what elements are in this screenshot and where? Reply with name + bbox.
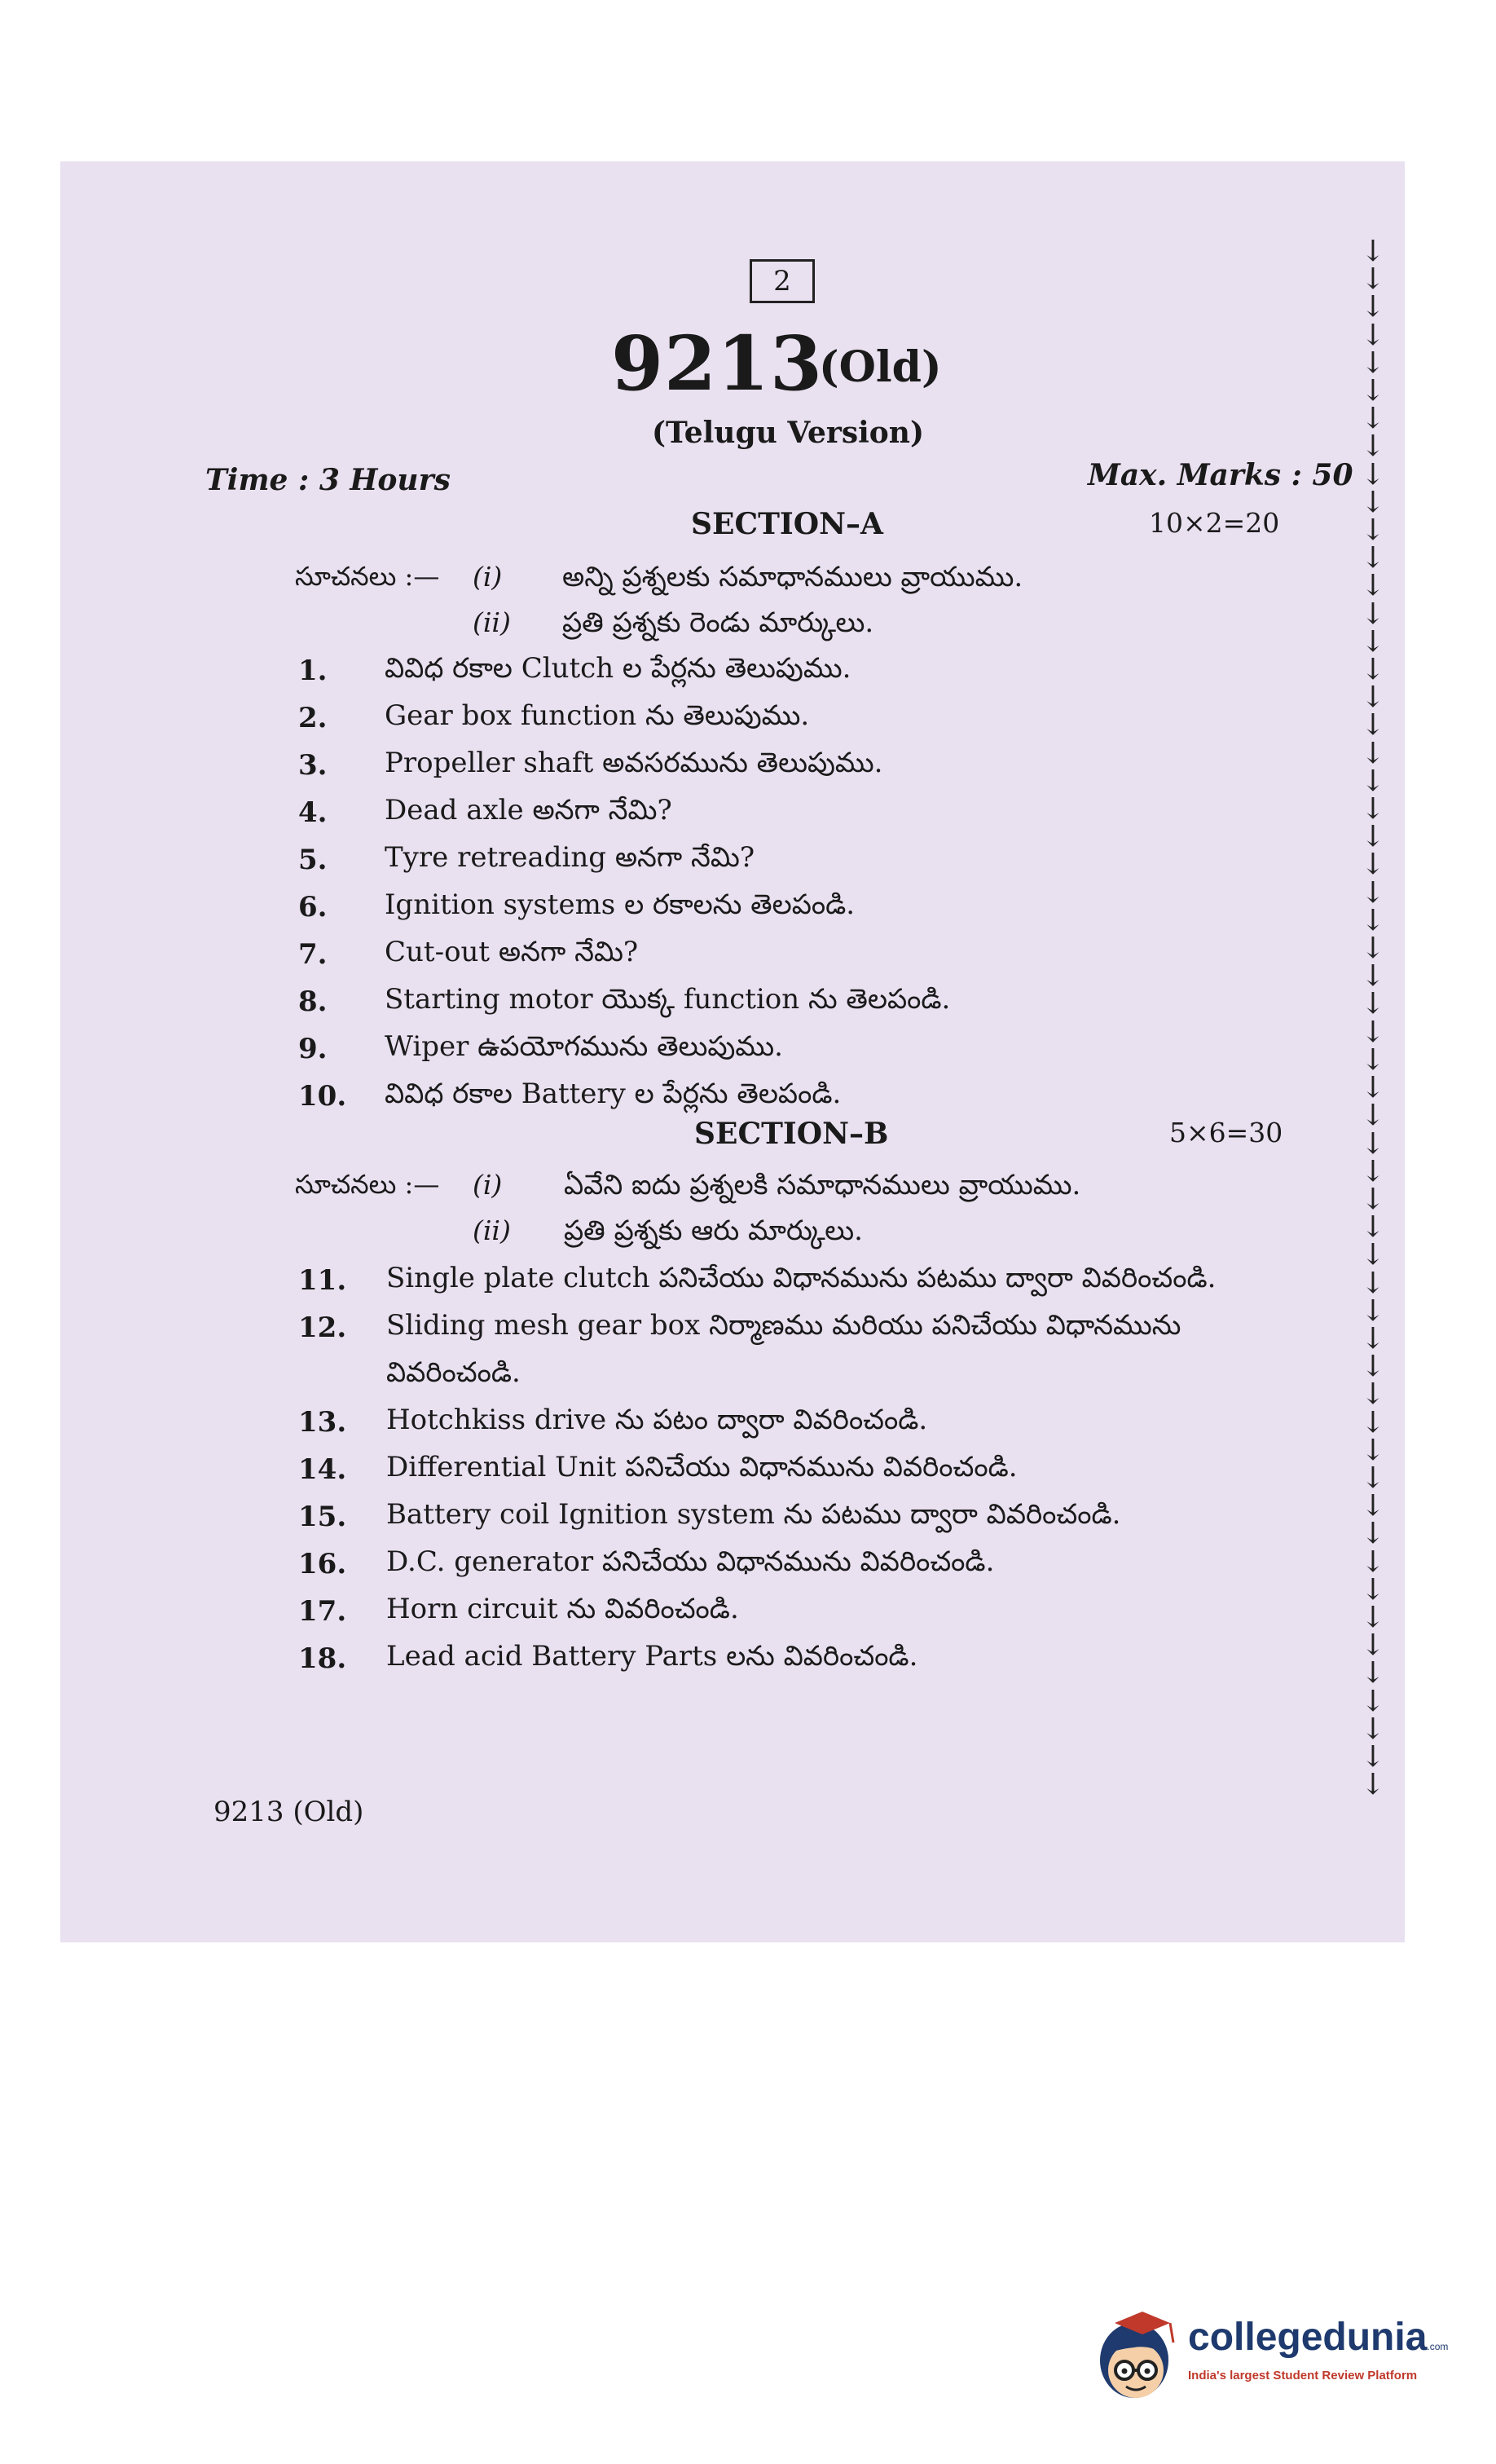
question-number: 12. [298, 1311, 347, 1344]
page-footer-code: 9213 (Old) [213, 1796, 364, 1828]
section-b-note-text: ఏవేని ఐదు ప్రశ్నలకి సమాధానములు వ్రాయుము. [564, 1169, 1081, 1201]
question-text: Starting motor యొక్క function ను తెలపండి. [385, 983, 951, 1016]
down-arrow-icon: ↓ [1360, 1071, 1386, 1105]
down-arrow-icon: ↓ [1360, 848, 1386, 882]
question-text: Dead axle అనగా నేమి? [385, 794, 672, 826]
down-arrow-icon: ↓ [1360, 235, 1386, 268]
question-text: Lead acid Battery Parts లను వివరించండి. [386, 1640, 918, 1673]
question-text: Propeller shaft అవసరమును తెలుపుము. [385, 747, 883, 779]
question-text: Hotchkiss drive ను పటం ద్వారా వివరించండి. [386, 1404, 928, 1436]
question-text: వివిధ రకాల Battery ల పేర్లను తెలపండి. [385, 1078, 842, 1110]
down-arrow-icon: ↓ [1360, 514, 1386, 548]
section-a-note-index: (ii) [473, 606, 511, 638]
time-limit: Time : 3 Hours [205, 463, 451, 497]
question-number: 2. [298, 702, 328, 734]
paper-code-suffix: (Old) [819, 342, 942, 392]
section-b-note-index: (ii) [473, 1214, 511, 1246]
question-number: 6. [298, 891, 328, 923]
down-arrow-icon: ↓ [1360, 708, 1386, 743]
down-arrow-icon: ↓ [1360, 624, 1386, 659]
down-arrow-icon: ↓ [1360, 457, 1386, 491]
down-arrow-icon: ↓ [1360, 1182, 1386, 1216]
down-arrow-icon: ↓ [1360, 1266, 1386, 1300]
down-arrow-icon: ↓ [1360, 1154, 1386, 1188]
section-b-note-index: (i) [473, 1169, 503, 1201]
down-arrow-icon: ↓ [1360, 987, 1386, 1021]
question-text-continued: వివరించండి. [386, 1356, 521, 1389]
collegedunia-logo [1092, 2307, 1450, 2404]
down-arrow-icon: ↓ [1360, 1712, 1386, 1746]
down-arrow-icon: ↓ [1360, 1321, 1386, 1355]
section-b-title: SECTION–B [694, 1117, 889, 1151]
down-arrow-icon: ↓ [1360, 1294, 1386, 1328]
down-arrow-icon: ↓ [1360, 1768, 1386, 1802]
question-number: 15. [298, 1501, 347, 1533]
down-arrow-icon: ↓ [1360, 1433, 1386, 1467]
down-arrow-icon: ↓ [1360, 653, 1386, 687]
down-arrow-icon: ↓ [1360, 402, 1386, 436]
question-text: Sliding mesh gear box నిర్మాణము మరియు పనిచేయు విధానమును [386, 1309, 1181, 1342]
question-number: 1. [298, 655, 328, 687]
down-arrow-icon: ↓ [1360, 1099, 1386, 1133]
down-arrow-icon: ↓ [1360, 1600, 1386, 1634]
paper-code: 9213 [611, 320, 824, 408]
section-a-note-label: సూచనలు :— [295, 561, 440, 592]
down-arrow-icon: ↓ [1360, 1684, 1386, 1718]
perforation-arrow-column [1357, 235, 1389, 1802]
question-text: Horn circuit ను వివరించండి. [386, 1593, 739, 1625]
down-arrow-icon: ↓ [1360, 1545, 1386, 1579]
question-text: Differential Unit పనిచేయు విధానమును వివరించండి. [386, 1451, 1018, 1483]
question-text: Tyre retreading అనగా నేమి? [385, 841, 755, 874]
question-text: Cut-out అనగా నేమి? [385, 936, 639, 968]
down-arrow-icon: ↓ [1360, 485, 1386, 519]
section-a-note-text: అన్ని ప్రశ్నలకు సమాధానములు వ్రాయుము. [562, 561, 1023, 593]
down-arrow-icon: ↓ [1360, 541, 1386, 575]
question-text: Ignition systems ల రకాలను తెలపండి. [385, 888, 856, 921]
down-arrow-icon: ↓ [1360, 1405, 1386, 1439]
section-b-note-label: సూచనలు :— [295, 1169, 440, 1200]
down-arrow-icon: ↓ [1360, 430, 1386, 464]
down-arrow-icon: ↓ [1360, 597, 1386, 631]
down-arrow-icon: ↓ [1360, 736, 1386, 770]
down-arrow-icon: ↓ [1360, 1629, 1386, 1663]
down-arrow-icon: ↓ [1360, 569, 1386, 603]
section-a-note-index: (i) [473, 561, 503, 593]
down-arrow-icon: ↓ [1360, 1210, 1386, 1245]
question-number: 16. [298, 1548, 347, 1580]
question-number: 3. [298, 749, 328, 782]
down-arrow-icon: ↓ [1360, 903, 1386, 937]
question-text: D.C. generator పనిచేయు విధానమును వివరించండి. [386, 1545, 995, 1578]
page-number: 2 [750, 259, 815, 303]
down-arrow-icon: ↓ [1360, 1126, 1386, 1161]
down-arrow-icon: ↓ [1360, 959, 1386, 994]
down-arrow-icon: ↓ [1360, 932, 1386, 966]
mascot-icon [1092, 2307, 1183, 2404]
brand-wordmark: collegedunia [1188, 2316, 1428, 2359]
down-arrow-icon: ↓ [1360, 820, 1386, 854]
down-arrow-icon: ↓ [1360, 1461, 1386, 1495]
section-a-title: SECTION–A [691, 507, 883, 541]
down-arrow-icon: ↓ [1360, 1739, 1386, 1774]
question-number: 5. [298, 844, 328, 876]
down-arrow-icon: ↓ [1360, 1572, 1386, 1607]
down-arrow-icon: ↓ [1360, 1656, 1386, 1690]
down-arrow-icon: ↓ [1360, 1489, 1386, 1523]
brand-name [1188, 2315, 1448, 2360]
question-number: 10. [298, 1080, 347, 1113]
question-number: 4. [298, 796, 328, 829]
question-number: 18. [298, 1642, 347, 1675]
down-arrow-icon: ↓ [1360, 764, 1386, 798]
question-number: 17. [298, 1595, 347, 1628]
question-number: 9. [298, 1033, 328, 1065]
question-number: 13. [298, 1406, 347, 1439]
max-marks: Max. Marks : 50 [1088, 458, 1353, 492]
down-arrow-icon: ↓ [1360, 1238, 1386, 1272]
brand-tagline: India's largest Student Review Platform [1188, 2369, 1418, 2382]
down-arrow-icon: ↓ [1360, 290, 1386, 324]
question-number: 8. [298, 985, 328, 1018]
down-arrow-icon: ↓ [1360, 792, 1386, 826]
down-arrow-icon: ↓ [1360, 681, 1386, 715]
down-arrow-icon: ↓ [1360, 346, 1386, 380]
question-number: 7. [298, 938, 328, 971]
question-text: Wiper ఉపయోగమును తెలుపుము. [385, 1030, 783, 1063]
down-arrow-icon: ↓ [1360, 1042, 1386, 1077]
down-arrow-icon: ↓ [1360, 262, 1386, 297]
down-arrow-icon: ↓ [1360, 1350, 1386, 1384]
brand-domain: .com [1427, 2341, 1449, 2352]
down-arrow-icon: ↓ [1360, 374, 1386, 408]
section-a-marks: 10×2=20 [1149, 507, 1280, 539]
down-arrow-icon: ↓ [1360, 318, 1386, 352]
section-a-note-text: ప్రతి ప్రశ్నకు రెండు మార్కులు. [562, 606, 874, 639]
question-number: 11. [298, 1264, 347, 1297]
section-b-note-text: ప్రతి ప్రశ్నకు ఆరు మార్కులు. [564, 1214, 863, 1247]
down-arrow-icon: ↓ [1360, 1517, 1386, 1551]
question-text: Single plate clutch పనిచేయు విధానమును పటము ద్వారా వివరించండి. [386, 1262, 1217, 1294]
down-arrow-icon: ↓ [1360, 1015, 1386, 1049]
paper-version: (Telugu Version) [652, 416, 924, 450]
section-b-marks: 5×6=30 [1169, 1117, 1283, 1148]
down-arrow-icon: ↓ [1360, 875, 1386, 910]
question-number: 14. [298, 1453, 347, 1486]
question-text: వివిధ రకాల Clutch ల పేర్లను తెలుపుము. [385, 652, 851, 685]
down-arrow-icon: ↓ [1360, 1377, 1386, 1412]
question-text: Gear box function ను తెలుపుము. [385, 699, 810, 732]
question-text: Battery coil Ignition system ను పటము ద్వారా వివరించండి. [386, 1498, 1121, 1531]
